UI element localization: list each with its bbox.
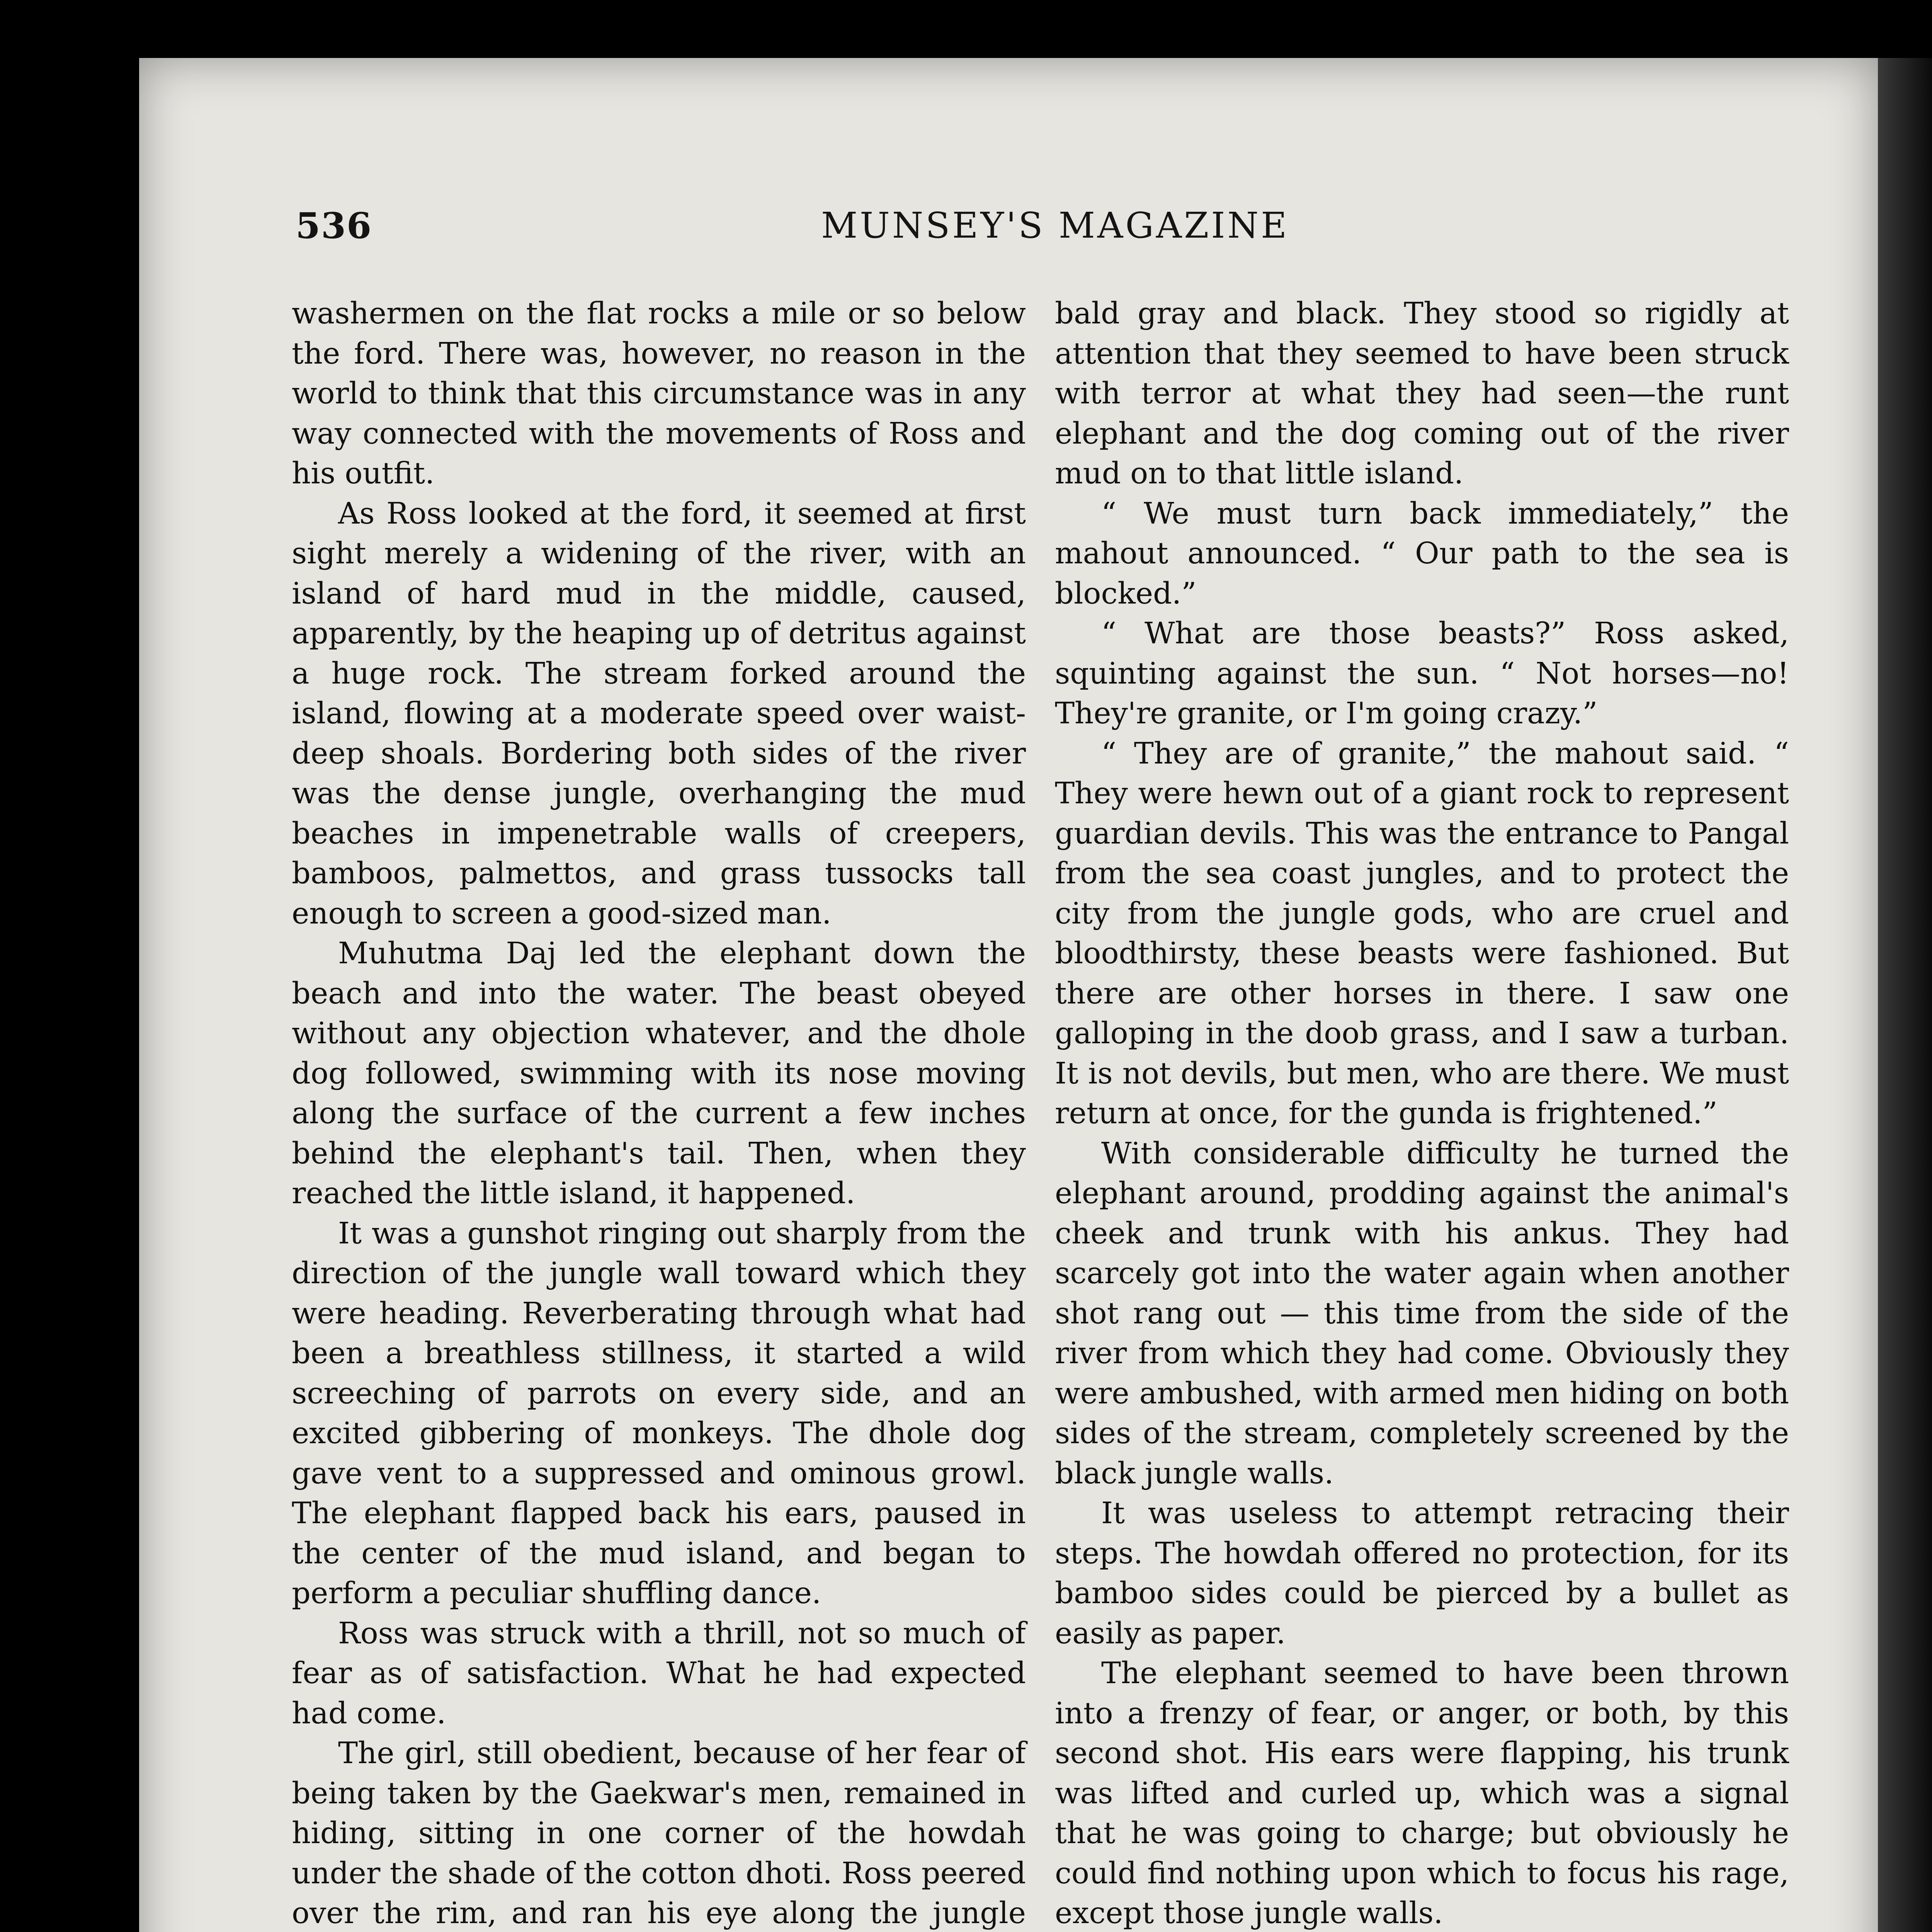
right-column bbox=[1055, 294, 1789, 1932]
paragraph: “ They are of granite,” the mahout said. “ They were hewn out of a giant rock to represent guardian devils. This was the entrance to Pangal from the sea coast jungles, and to protect the city from the jungle gods, who are cruel and bloodthirsty, these beasts were fashioned. But there are other horses in there. I saw one galloping in the doob grass, and I saw a turban. It is not devils, but men, who are there. We must return at once, for the gunda is frightened.” bbox=[1055, 736, 1789, 1131]
paragraph: washermen on the flat rocks a mile or so below the ford. There was, however, no reason in the world to think that this circumstance was in any way connected with the movements of Ross and his outfit. bbox=[292, 296, 1026, 491]
page-header bbox=[296, 205, 1803, 259]
paragraph: It was useless to attempt retracing their steps. The howdah offered no protection, for its bamboo sides could be pierced by a bullet as easily as paper. bbox=[1055, 1496, 1789, 1651]
left-column bbox=[292, 294, 1026, 1932]
running-head: MUNSEY'S MAGAZINE bbox=[821, 205, 1289, 246]
paragraph: “ We must turn back immediately,” the mahout announced. “ Our path to the sea is blocked.” bbox=[1055, 496, 1789, 611]
paragraph: “ What are those beasts?” Ross asked, squinting against the sun. “ Not horses—no! They're granite, or I'm going crazy.” bbox=[1055, 616, 1789, 731]
paragraph: The elephant seemed to have been thrown into a frenzy of fear, or anger, or both, by this second shot. His ears were flapping, his trunk was lifted and curled up, which was a signal that he was going to charge; but obviously he could find nothing upon which to focus his rage, except those jungle walls. bbox=[1055, 1656, 1789, 1930]
paragraph: bald gray and black. They stood so rigidly at attention that they seemed to have been struck with terror at what they had seen—the runt elephant and the dog coming out of the river mud on to that little island. bbox=[1055, 296, 1789, 491]
paragraph: The girl, still obedient, because of her fear of being taken by the Gaekwar's men, remained in hiding, sitting in one corner of the howdah under the shade of the cotton dhoti. Ross peered over the rim, and ran his eye along the jungle bbox=[292, 1736, 1026, 1930]
paragraph: As Ross looked at the ford, it seemed at first sight merely a widening of the river, with an island of hard mud in the middle, caused, apparently, by the heaping up of detritus against a huge rock. The stream forked around the island, flowing at a moderate speed over waist-deep shoals. Bordering both sides of the river was the dense jungle, overhanging the mud beaches in impenetrable walls of creepers, bamboos, palmettos, and grass tussocks tall enough to screen a good-sized man. bbox=[292, 496, 1026, 931]
paragraph: It was a gunshot ringing out sharply from the direction of the jungle wall toward which they were heading. Reverberating through what had been a breathless stillness, it started a wild screeching of parrots on every side, and an excited gibbering of monkeys. The dhole dog gave vent to a suppressed and ominous growl. The elephant flapped back his ears, paused in the center of the mud island, and began to perform a peculiar shuffling dance. bbox=[292, 1216, 1026, 1611]
paragraph: Muhutma Daj led the elephant down the beach and into the water. The beast obeyed without any objection whatever, and the dhole dog followed, swimming with its nose moving along the surface of the current a few inches behind the elephant's tail. Then, when they reached the little island, it happened. bbox=[292, 936, 1026, 1211]
page-edge-shadow bbox=[1878, 58, 1932, 1932]
paragraph: With considerable difficulty he turned the elephant around, prodding against the animal's cheek and trunk with his ankus. They had scarcely got into the water again when another shot rang out — this time from the side of the river from which they had come. Obviously they were ambushed, with armed men hiding on both sides of the stream, completely screened by the black jungle walls. bbox=[1055, 1136, 1789, 1491]
paragraph: Ross was struck with a thrill, not so much of fear as of satisfaction. What he had expected had come. bbox=[292, 1616, 1026, 1731]
page-number: 536 bbox=[296, 205, 372, 247]
